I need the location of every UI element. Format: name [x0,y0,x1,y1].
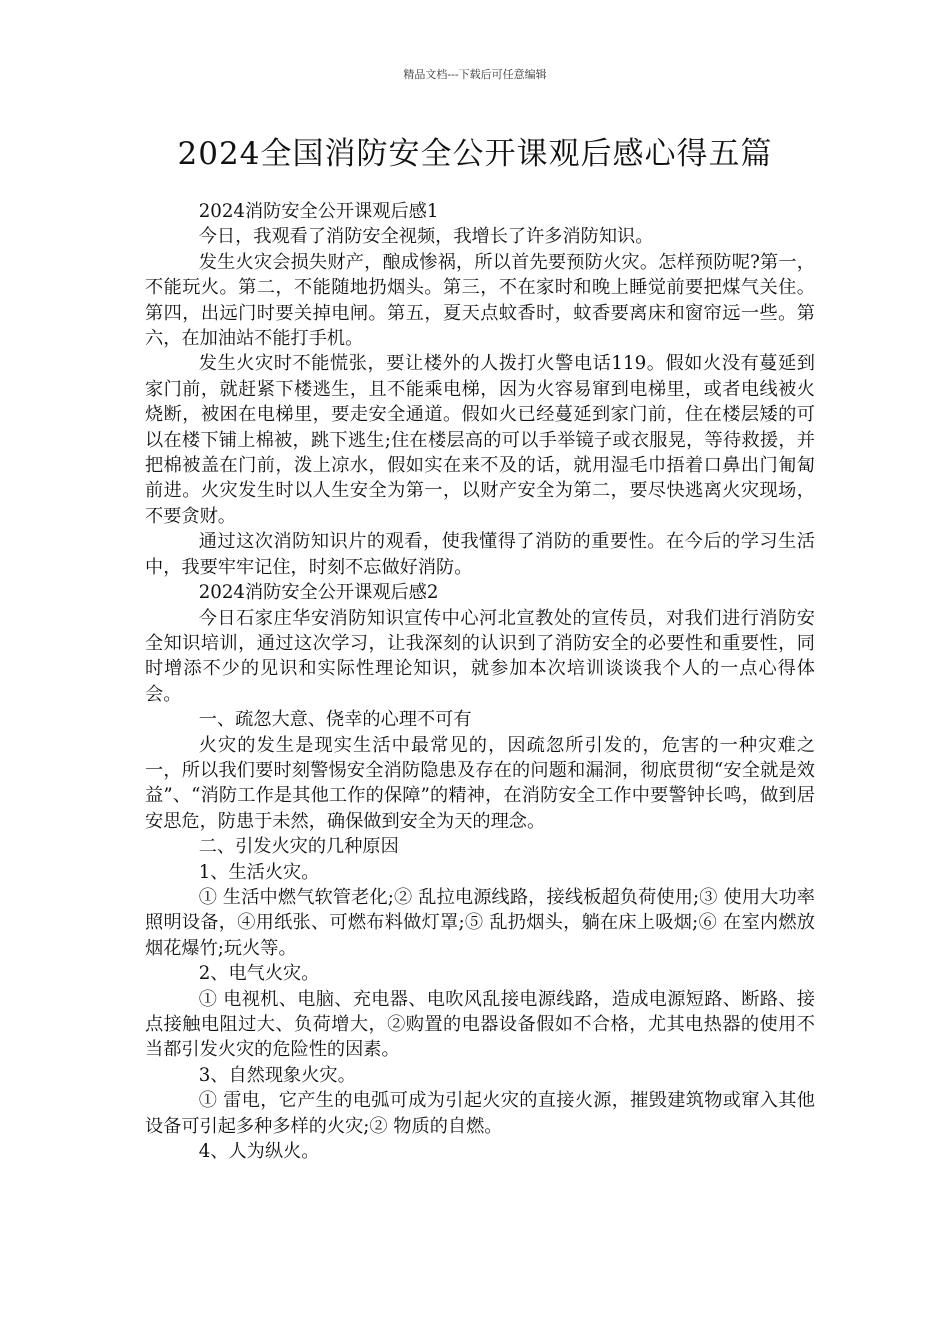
paragraph: 发生火灾时不能慌张，要让楼外的人拨打火警电话119。假如火没有蔓延到家门前，就赶紧下楼逃生，且不能乘电梯，因为火容易窜到电梯里，或者电线被火烧断，被困在电梯里，要走安全通道。假如火已经蔓延到家门前，住在楼层矮的可以在楼下铺上棉被，跳下逃生;住在楼层高的可以手举镜子或衣服晃，等待救援，并把棉被盖在门前，泼上凉水，假如实在来不及的话，就用湿毛巾捂着口鼻出门匍匐前进。火灾发生时以人生安全为第一，以财产安全为第二，要尽快逃离火灾现场，不要贪财。 [145,353,815,527]
list-heading: 3、自然现象火灾。 [198,1064,356,1086]
section-heading-1: 2024消防安全公开课观后感1 [198,201,439,222]
document-title: 2024全国消防安全公开课观后感心得五篇 [177,136,773,172]
paragraph: ① 雷电，它产生的电弧可成为引起火灾的直接火源，摧毁建筑物或窜入其他设备可引起多种多样的火灾;② 物质的自燃。 [145,1090,815,1137]
list-heading: 2、电气火灾。 [198,963,320,985]
paragraph: 火灾的发生是现实生活中最常见的，因疏忽所引发的，危害的一种灾难之一，所以我们要时刻警惕安全消防隐患及存在的问题和漏洞，彻底贯彻“安全就是效益”、“消防工作是其他工作的保障”的精神，在消防安全工作中要警钟长鸣，做到居安思危，防患于未然，确保做到安全为天的理念。 [145,734,815,832]
paragraph: ① 电视机、电脑、充电器、电吹风乱接电源线路，造成电源短路、断路、接点接触电阻过大、负荷增大，②购置的电器设备假如不合格，尤其电热器的使用不当都引发火灾的危险性的因素。 [145,988,815,1061]
document-body [145,199,815,1164]
section-heading-2: 2024消防安全公开课观后感2 [198,582,439,604]
list-heading: 1、生活火灾。 [198,861,320,883]
list-heading: 4、人为纵火。 [198,1141,320,1163]
subheading: 一、疏忽大意、侥幸的心理不可有 [198,709,472,731]
paragraph: 今日，我观看了消防安全视频，我增长了许多消防知识。 [198,226,654,248]
paragraph: 今日石家庄华安消防知识宣传中心河北宣教处的宣传员，对我们进行消防安全知识培训，通过这次学习，让我深刻的认识到了消防安全的必要性和重要性，同时增添不少的见识和实际性理论知识，就参加本次培训谈谈我个人的一点心得体会。 [145,607,815,705]
paragraph: ① 生活中燃气软管老化;② 乱拉电源线路，接线板超负荷使用;③ 使用大功率照明设备，④用纸张、可燃布料做灯罩;⑤ 乱扔烟头，躺在床上吸烟;⑥ 在室内燃放烟花爆竹;玩火等。 [145,886,815,959]
header-note: 精品文档---下载后可任意编辑 [403,68,547,81]
paragraph: 通过这次消防知识片的观看，使我懂得了消防的重要性。在今后的学习生活中，我要牢牢记住，时刻不忘做好消防。 [145,531,815,578]
subheading: 二、引发火灾的几种原因 [198,836,399,858]
paragraph: 发生火灾会损失财产，酿成惨祸，所以首先要预防火灾。怎样预防呢?第一，不能玩火。第二，不能随地扔烟头。第三，不在家时和晚上睡觉前要把煤气关住。第四，出远门时要关掉电闸。第五，夏天点蚊香时，蚊香要离床和窗帘远一些。第六，在加油站不能打手机。 [145,251,815,350]
